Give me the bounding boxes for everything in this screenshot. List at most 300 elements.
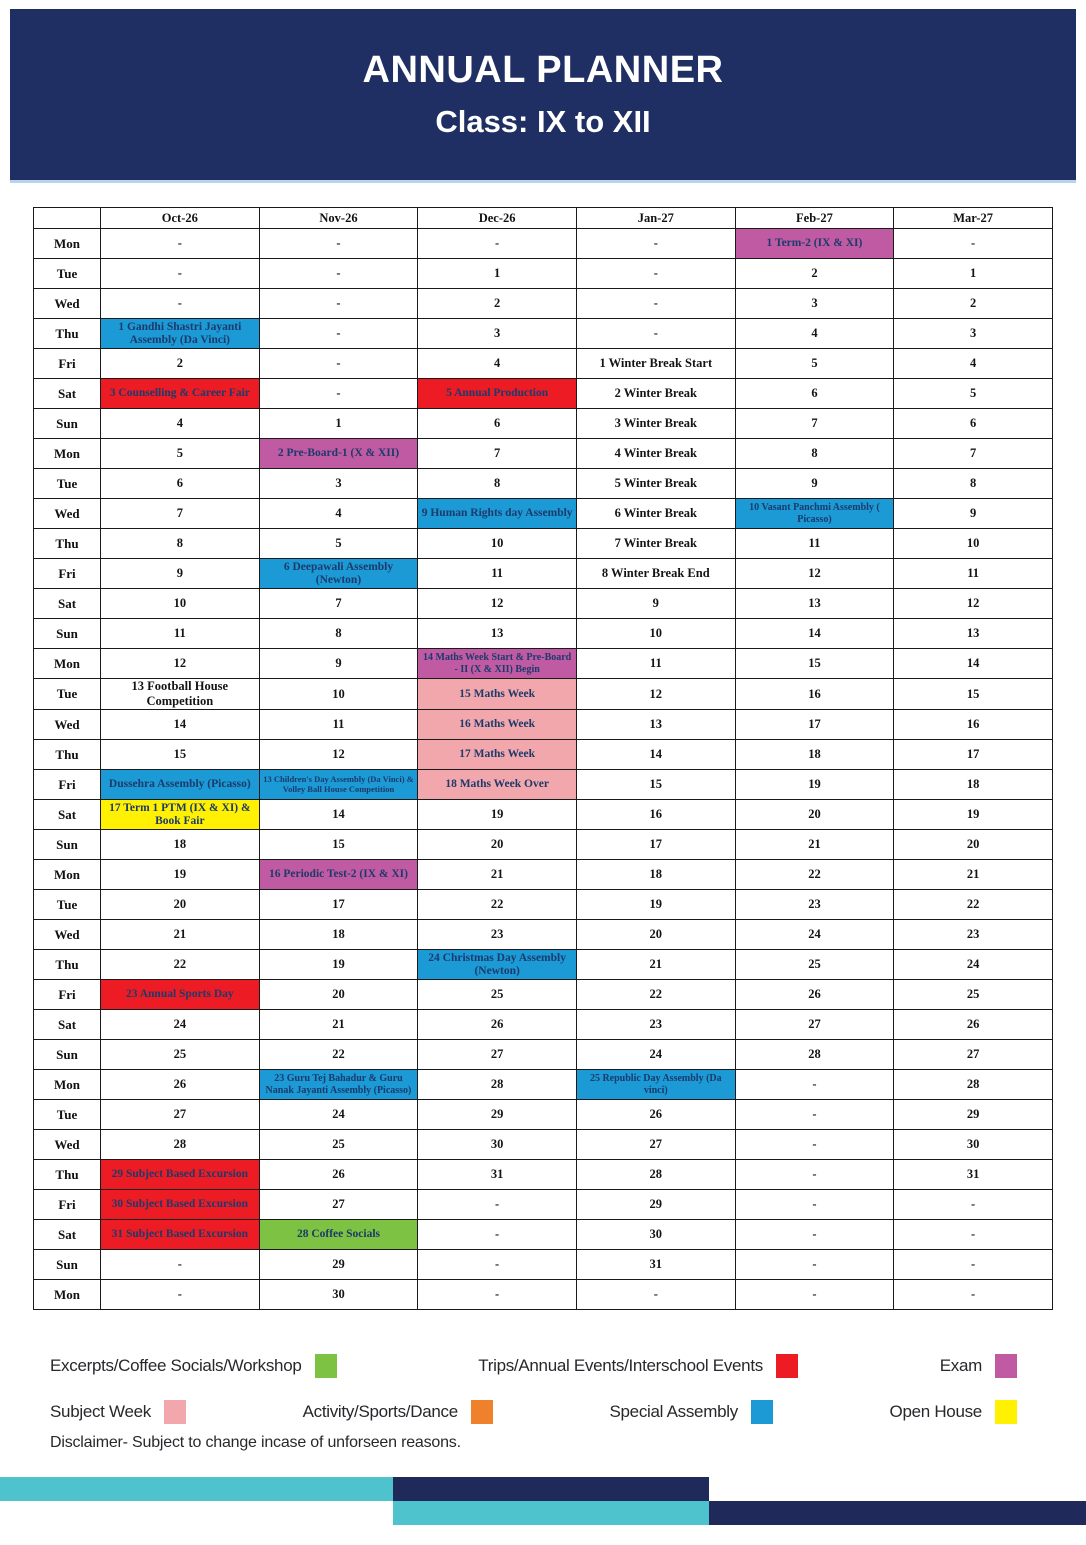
calendar-cell: 12 xyxy=(259,740,418,770)
calendar-cell: 9 xyxy=(576,589,735,619)
calendar-cell: 28 xyxy=(418,1070,577,1100)
table-row xyxy=(34,649,1053,679)
calendar-cell: - xyxy=(894,229,1053,259)
table-row xyxy=(34,740,1053,770)
day-label: Sat xyxy=(34,1010,101,1040)
calendar-cell: 4 Winter Break xyxy=(576,439,735,469)
table-row xyxy=(34,589,1053,619)
day-label: Sat xyxy=(34,379,101,409)
day-label: Sat xyxy=(34,800,101,830)
calendar-cell: - xyxy=(259,289,418,319)
footer-teal-segment-1 xyxy=(0,1477,393,1501)
calendar-cell: 23 xyxy=(576,1010,735,1040)
day-label: Sun xyxy=(34,1040,101,1070)
calendar-cell: 4 xyxy=(101,409,260,439)
table-row xyxy=(34,529,1053,559)
day-label: Sat xyxy=(34,589,101,619)
calendar-cell: - xyxy=(418,1280,577,1310)
calendar-cell: 26 xyxy=(735,980,894,1010)
calendar-cell: 30 xyxy=(259,1280,418,1310)
table-row xyxy=(34,770,1053,800)
legend-swatch xyxy=(471,1400,493,1424)
calendar-cell: 16 xyxy=(576,800,735,830)
calendar-cell: - xyxy=(576,289,735,319)
table-row xyxy=(34,1010,1053,1040)
disclaimer-text: Disclaimer- Subject to change incase of unforseen reasons. xyxy=(50,1434,461,1451)
event-cell: 23 Annual Sports Day xyxy=(101,980,260,1010)
calendar-cell: 7 Winter Break xyxy=(576,529,735,559)
day-label: Mon xyxy=(34,1070,101,1100)
calendar-cell: - xyxy=(894,1250,1053,1280)
day-label: Sun xyxy=(34,409,101,439)
event-cell: 2 Pre-Board-1 (X & XII) xyxy=(259,439,418,469)
calendar-cell: 9 xyxy=(894,499,1053,529)
calendar-cell: - xyxy=(418,1250,577,1280)
calendar-cell: 26 xyxy=(259,1160,418,1190)
day-label: Fri xyxy=(34,349,101,379)
event-cell: 16 Periodic Test-2 (IX & XI) xyxy=(259,860,418,890)
calendar-cell: - xyxy=(259,319,418,349)
page-title: ANNUAL PLANNER xyxy=(362,49,724,91)
calendar-cell: 3 Winter Break xyxy=(576,409,735,439)
calendar-cell: 3 xyxy=(735,289,894,319)
calendar-cell: 14 xyxy=(101,710,260,740)
calendar-cell: 21 xyxy=(259,1010,418,1040)
day-label: Mon xyxy=(34,860,101,890)
calendar-cell: 13 xyxy=(418,619,577,649)
legend-row-1 xyxy=(50,1354,1017,1378)
calendar-cell: 25 xyxy=(259,1130,418,1160)
table-row xyxy=(34,710,1053,740)
calendar-cell: 16 xyxy=(894,710,1053,740)
planner-body xyxy=(34,229,1053,1310)
event-cell: 9 Human Rights day Assembly xyxy=(418,499,577,529)
day-label: Tue xyxy=(34,890,101,920)
table-row xyxy=(34,499,1053,529)
calendar-cell: 15 xyxy=(101,740,260,770)
calendar-cell: 20 xyxy=(101,890,260,920)
calendar-cell: 15 xyxy=(735,649,894,679)
day-label: Sun xyxy=(34,1250,101,1280)
calendar-cell: 5 Winter Break xyxy=(576,469,735,499)
calendar-cell: 21 xyxy=(576,950,735,980)
calendar-cell: 12 xyxy=(894,589,1053,619)
calendar-cell: 6 xyxy=(894,409,1053,439)
calendar-cell: - xyxy=(101,1280,260,1310)
calendar-cell: 14 xyxy=(735,619,894,649)
month-header: Feb-27 xyxy=(735,208,894,229)
footer-blank-segment-1 xyxy=(709,1477,1086,1501)
calendar-cell: 24 xyxy=(576,1040,735,1070)
page-subtitle: Class: IX to XII xyxy=(435,104,651,139)
calendar-cell: 2 Winter Break xyxy=(576,379,735,409)
table-row xyxy=(34,1130,1053,1160)
calendar-cell: 27 xyxy=(894,1040,1053,1070)
calendar-cell: - xyxy=(894,1280,1053,1310)
corner-cell xyxy=(34,208,101,229)
calendar-cell: 31 xyxy=(894,1160,1053,1190)
legend-item xyxy=(50,1400,186,1424)
calendar-cell: 17 xyxy=(735,710,894,740)
table-row xyxy=(34,830,1053,860)
table-row xyxy=(34,1070,1053,1100)
table-row xyxy=(34,860,1053,890)
legend-row-2 xyxy=(50,1400,1017,1424)
calendar-cell: 19 xyxy=(418,800,577,830)
event-cell: 25 Republic Day Assembly (Da vinci) xyxy=(576,1070,735,1100)
day-label: Mon xyxy=(34,229,101,259)
day-label: Thu xyxy=(34,529,101,559)
calendar-cell: - xyxy=(101,289,260,319)
legend-swatch xyxy=(995,1400,1017,1424)
calendar-cell: 25 xyxy=(101,1040,260,1070)
calendar-cell: 10 xyxy=(894,529,1053,559)
calendar-cell: 12 xyxy=(735,559,894,589)
legend-item xyxy=(478,1354,798,1378)
calendar-cell: 18 xyxy=(101,830,260,860)
event-cell: 15 Maths Week xyxy=(418,679,577,710)
table-row xyxy=(34,1220,1053,1250)
table-row xyxy=(34,319,1053,349)
calendar-cell: 18 xyxy=(259,920,418,950)
calendar-cell: 12 xyxy=(418,589,577,619)
day-label: Wed xyxy=(34,1130,101,1160)
calendar-cell: 1 xyxy=(259,409,418,439)
calendar-cell: - xyxy=(894,1190,1053,1220)
calendar-cell: - xyxy=(735,1100,894,1130)
calendar-cell: - xyxy=(894,1220,1053,1250)
calendar-cell: 9 xyxy=(735,469,894,499)
event-cell: 18 Maths Week Over xyxy=(418,770,577,800)
day-label: Mon xyxy=(34,649,101,679)
day-label: Thu xyxy=(34,1160,101,1190)
calendar-cell: 1 xyxy=(894,259,1053,289)
calendar-cell: - xyxy=(418,1220,577,1250)
calendar-cell: 27 xyxy=(576,1130,735,1160)
calendar-cell: 15 xyxy=(894,679,1053,710)
calendar-cell: 11 xyxy=(894,559,1053,589)
calendar-cell: 10 xyxy=(418,529,577,559)
calendar-cell: 25 xyxy=(894,980,1053,1010)
table-row xyxy=(34,259,1053,289)
event-cell: 10 Vasant Panchmi Assembly ( Picasso) xyxy=(735,499,894,529)
event-cell: 31 Subject Based Excursion xyxy=(101,1220,260,1250)
calendar-cell: 26 xyxy=(101,1070,260,1100)
legend-item xyxy=(303,1400,493,1424)
day-label: Mon xyxy=(34,439,101,469)
table-row xyxy=(34,800,1053,830)
day-label: Wed xyxy=(34,920,101,950)
calendar-cell: 7 xyxy=(735,409,894,439)
legend-swatch xyxy=(776,1354,798,1378)
event-cell: 3 Counselling & Career Fair xyxy=(101,379,260,409)
day-label: Fri xyxy=(34,559,101,589)
month-header: Nov-26 xyxy=(259,208,418,229)
calendar-cell: - xyxy=(735,1190,894,1220)
footer-blank-segment-2 xyxy=(0,1501,393,1525)
calendar-cell: 25 xyxy=(735,950,894,980)
month-header: Jan-27 xyxy=(576,208,735,229)
calendar-cell: - xyxy=(576,319,735,349)
day-label: Sun xyxy=(34,830,101,860)
event-cell: 24 Christmas Day Assembly (Newton) xyxy=(418,950,577,980)
table-row xyxy=(34,1280,1053,1310)
legend-item xyxy=(609,1400,772,1424)
calendar-cell: 8 Winter Break End xyxy=(576,559,735,589)
day-label: Fri xyxy=(34,980,101,1010)
calendar-cell: 27 xyxy=(101,1100,260,1130)
calendar-cell: 7 xyxy=(418,439,577,469)
calendar-cell: 24 xyxy=(894,950,1053,980)
table-row xyxy=(34,1100,1053,1130)
calendar-cell: 8 xyxy=(101,529,260,559)
calendar-cell: - xyxy=(735,1070,894,1100)
day-label: Tue xyxy=(34,259,101,289)
calendar-cell: 14 xyxy=(259,800,418,830)
calendar-cell: 7 xyxy=(894,439,1053,469)
calendar-cell: 5 xyxy=(101,439,260,469)
calendar-cell: - xyxy=(259,229,418,259)
table-row xyxy=(34,1250,1053,1280)
legend-label: Trips/Annual Events/Interschool Events xyxy=(478,1356,763,1375)
day-label: Tue xyxy=(34,679,101,710)
calendar-cell: - xyxy=(735,1280,894,1310)
calendar-cell: 28 xyxy=(101,1130,260,1160)
calendar-cell: 4 xyxy=(735,319,894,349)
event-cell: 29 Subject Based Excursion xyxy=(101,1160,260,1190)
calendar-cell: 8 xyxy=(259,619,418,649)
calendar-cell: 30 xyxy=(418,1130,577,1160)
calendar-cell: 26 xyxy=(576,1100,735,1130)
calendar-cell: 6 xyxy=(418,409,577,439)
calendar-cell: 22 xyxy=(576,980,735,1010)
calendar-cell: 22 xyxy=(101,950,260,980)
calendar-cell: - xyxy=(259,259,418,289)
planner-table xyxy=(33,207,1053,1310)
calendar-cell: 27 xyxy=(735,1010,894,1040)
calendar-cell: 24 xyxy=(735,920,894,950)
day-label: Wed xyxy=(34,499,101,529)
calendar-cell: 29 xyxy=(576,1190,735,1220)
month-header: Oct-26 xyxy=(101,208,260,229)
planner-table-wrapper xyxy=(33,207,1053,1310)
calendar-cell: 20 xyxy=(735,800,894,830)
calendar-cell: 6 xyxy=(735,379,894,409)
calendar-cell: - xyxy=(101,1250,260,1280)
event-cell: 5 Annual Production xyxy=(418,379,577,409)
legend-swatch xyxy=(995,1354,1017,1378)
calendar-cell: - xyxy=(418,1190,577,1220)
event-cell: 23 Guru Tej Bahadur & Guru Nanak Jayanti Assembly (Picasso) xyxy=(259,1070,418,1100)
event-cell: 1 Term-2 (IX & XI) xyxy=(735,229,894,259)
calendar-cell: 21 xyxy=(101,920,260,950)
calendar-cell: 14 xyxy=(894,649,1053,679)
legend-label: Excerpts/Coffee Socials/Workshop xyxy=(50,1356,302,1375)
calendar-cell: 4 xyxy=(418,349,577,379)
calendar-cell: - xyxy=(735,1220,894,1250)
table-row xyxy=(34,409,1053,439)
day-label: Tue xyxy=(34,469,101,499)
calendar-cell: 11 xyxy=(101,619,260,649)
calendar-cell: - xyxy=(101,259,260,289)
day-label: Sun xyxy=(34,619,101,649)
table-row xyxy=(34,469,1053,499)
calendar-cell: - xyxy=(259,379,418,409)
calendar-cell: - xyxy=(576,1280,735,1310)
calendar-cell: 26 xyxy=(894,1010,1053,1040)
calendar-cell: 1 Winter Break Start xyxy=(576,349,735,379)
event-cell: 1 Gandhi Shastri Jayanti Assembly (Da Vinci) xyxy=(101,319,260,349)
day-label: Fri xyxy=(34,1190,101,1220)
calendar-cell: 13 xyxy=(735,589,894,619)
calendar-cell: 19 xyxy=(101,860,260,890)
calendar-cell: - xyxy=(101,229,260,259)
calendar-cell: 12 xyxy=(101,649,260,679)
calendar-cell: 5 xyxy=(894,379,1053,409)
calendar-cell: 31 xyxy=(576,1250,735,1280)
event-cell: 17 Term 1 PTM (IX & XI) & Book Fair xyxy=(101,800,260,830)
event-cell: 16 Maths Week xyxy=(418,710,577,740)
table-row xyxy=(34,920,1053,950)
table-row xyxy=(34,619,1053,649)
day-label: Mon xyxy=(34,1280,101,1310)
legend-label: Special Assembly xyxy=(609,1402,738,1421)
calendar-cell: 6 xyxy=(101,469,260,499)
calendar-cell: 3 xyxy=(259,469,418,499)
calendar-cell: 23 xyxy=(735,890,894,920)
calendar-cell: 24 xyxy=(259,1100,418,1130)
table-row xyxy=(34,950,1053,980)
table-row xyxy=(34,1040,1053,1070)
day-label: Fri xyxy=(34,770,101,800)
calendar-cell: - xyxy=(735,1160,894,1190)
calendar-cell: 19 xyxy=(735,770,894,800)
event-cell: 28 Coffee Socials xyxy=(259,1220,418,1250)
calendar-cell: 6 Winter Break xyxy=(576,499,735,529)
day-label: Thu xyxy=(34,950,101,980)
table-row xyxy=(34,890,1053,920)
legend-label: Activity/Sports/Dance xyxy=(302,1402,458,1421)
calendar-cell: 8 xyxy=(894,469,1053,499)
calendar-cell: 22 xyxy=(735,860,894,890)
calendar-cell: 15 xyxy=(576,770,735,800)
calendar-cell: 10 xyxy=(259,679,418,710)
calendar-cell: 2 xyxy=(101,349,260,379)
event-cell: 13 Children's Day Assembly (Da Vinci) & Volley Ball House Competition xyxy=(259,770,418,800)
calendar-cell: 28 xyxy=(735,1040,894,1070)
calendar-cell: 21 xyxy=(894,860,1053,890)
calendar-cell: 18 xyxy=(576,860,735,890)
calendar-cell: 29 xyxy=(259,1250,418,1280)
legend-swatch xyxy=(315,1354,337,1378)
calendar-cell: 30 xyxy=(576,1220,735,1250)
month-header: Mar-27 xyxy=(894,208,1053,229)
table-row xyxy=(34,439,1053,469)
table-row xyxy=(34,1190,1053,1220)
calendar-cell: 22 xyxy=(894,890,1053,920)
calendar-cell: 22 xyxy=(259,1040,418,1070)
calendar-cell: 8 xyxy=(418,469,577,499)
title-banner xyxy=(10,9,1076,183)
table-row xyxy=(34,980,1053,1010)
calendar-cell: 22 xyxy=(418,890,577,920)
calendar-cell: 17 xyxy=(894,740,1053,770)
calendar-cell: - xyxy=(576,259,735,289)
table-row xyxy=(34,679,1053,710)
footer-bar-row-1 xyxy=(0,1477,1086,1501)
event-cell: 17 Maths Week xyxy=(418,740,577,770)
event-cell: 14 Maths Week Start & Pre-Board - II (X & XII) Begin xyxy=(418,649,577,679)
calendar-cell: - xyxy=(259,349,418,379)
calendar-cell: 19 xyxy=(576,890,735,920)
calendar-cell: 2 xyxy=(735,259,894,289)
calendar-cell: 24 xyxy=(101,1010,260,1040)
calendar-cell: 20 xyxy=(894,830,1053,860)
calendar-cell: 12 xyxy=(576,679,735,710)
calendar-cell: 3 xyxy=(894,319,1053,349)
calendar-cell: 8 xyxy=(735,439,894,469)
calendar-cell: 10 xyxy=(101,589,260,619)
footer-navy-segment-1 xyxy=(393,1477,709,1501)
month-header-row xyxy=(34,208,1053,229)
calendar-cell: - xyxy=(735,1130,894,1160)
table-row xyxy=(34,559,1053,589)
calendar-cell: 2 xyxy=(894,289,1053,319)
calendar-cell: 2 xyxy=(418,289,577,319)
calendar-cell: 5 xyxy=(259,529,418,559)
event-cell: Dussehra Assembly (Picasso) xyxy=(101,770,260,800)
legend-item xyxy=(50,1354,337,1378)
day-label: Sat xyxy=(34,1220,101,1250)
table-row xyxy=(34,349,1053,379)
calendar-cell: 27 xyxy=(259,1190,418,1220)
calendar-cell: 3 xyxy=(418,319,577,349)
table-row xyxy=(34,229,1053,259)
calendar-cell: 20 xyxy=(259,980,418,1010)
legend xyxy=(50,1354,1017,1452)
calendar-cell: 21 xyxy=(735,830,894,860)
footer-bar-row-2 xyxy=(0,1501,1086,1525)
calendar-cell: 19 xyxy=(259,950,418,980)
calendar-cell: 21 xyxy=(418,860,577,890)
legend-item xyxy=(940,1354,1017,1378)
calendar-cell: 10 xyxy=(576,619,735,649)
calendar-cell: 28 xyxy=(894,1070,1053,1100)
calendar-cell: 7 xyxy=(101,499,260,529)
calendar-cell: 25 xyxy=(418,980,577,1010)
footer-navy-segment-2 xyxy=(709,1501,1086,1525)
day-label: Wed xyxy=(34,710,101,740)
legend-swatch xyxy=(164,1400,186,1424)
calendar-cell: 16 xyxy=(735,679,894,710)
calendar-cell: 29 xyxy=(418,1100,577,1130)
footer-bars xyxy=(0,1477,1086,1525)
day-label: Thu xyxy=(34,319,101,349)
calendar-cell: 31 xyxy=(418,1160,577,1190)
calendar-cell: 27 xyxy=(418,1040,577,1070)
legend-label: Exam xyxy=(939,1356,982,1375)
table-row xyxy=(34,379,1053,409)
calendar-cell: 11 xyxy=(735,529,894,559)
calendar-cell: 13 Football House Competition xyxy=(101,679,260,710)
calendar-cell: 11 xyxy=(576,649,735,679)
day-label: Wed xyxy=(34,289,101,319)
calendar-cell: 9 xyxy=(101,559,260,589)
calendar-cell: 20 xyxy=(576,920,735,950)
calendar-cell: 4 xyxy=(259,499,418,529)
calendar-cell: 14 xyxy=(576,740,735,770)
day-label: Tue xyxy=(34,1100,101,1130)
